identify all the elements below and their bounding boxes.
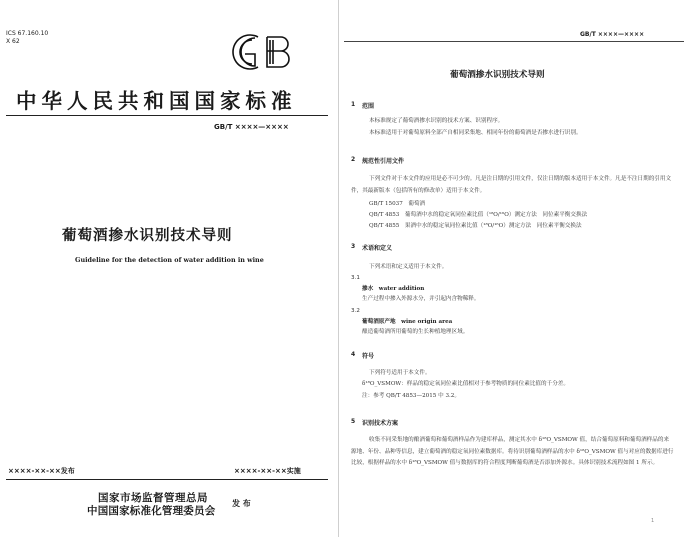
section-1-number: 1 (351, 101, 356, 108)
gb-logo (225, 30, 305, 74)
clause-3-1-number: 3.1 (351, 275, 360, 281)
cover-bottom-rule (6, 479, 328, 480)
cover-top-rule (6, 115, 328, 116)
term-3-1: 掺水 water addition (362, 286, 425, 292)
term-3-2: 葡萄酒原产地 wine origin area (362, 319, 453, 325)
normative-reference: QB/T 4855 果酒中水的稳定氧同位素比值（¹⁸O/¹⁶O）测定方法 同位素平衡交换法 (369, 223, 582, 229)
section-2-paragraph: 下列文件对于本文件的应用是必不可少的。凡是注日期的引用文件，仅注日期的版本适用于本文件。凡是不注日期的引用文件，其最新版本（包括所有的修改单）适用于本文件。 (351, 176, 672, 194)
section-2-number: 2 (351, 156, 356, 163)
section-5-paragraph: 收集不同采集地的酿酒葡萄和葡萄酒样品作为建库样品，测定其水中 δ¹⁸O_VSMOW 值，结合葡萄原料和葡萄酒样品的来源地、年份、品种等信息，建立葡萄酒的稳定氧同位素数据库。将待识别葡萄酒样品的水中 δ¹⁸O_VSMOW 值与对应的数据库进行比较，根据样品的水中 δ¹⁸O_VSMOW 值与数据库的符合程度判断葡萄酒是否添加外源水。具体识别技术流程如图 1 所示。 (351, 437, 674, 466)
page-header-rule (344, 41, 684, 42)
cover-title-en: Guideline for the detection of water addition in wine (75, 256, 264, 264)
issue-word: 发 布 (232, 498, 251, 508)
section-1-heading: 范围 (362, 103, 375, 110)
country-title: 中华人民共和国国家标准 (16, 89, 297, 113)
cover-standard-number: GB/T ××××—×××× (214, 123, 289, 131)
definition-3-2: 酿造葡萄酒所用葡萄的生长种植地理区域。 (362, 329, 469, 335)
definition-3-1: 生产过程中掺入外源水分，并引起内含物稀释。 (362, 296, 480, 302)
release-date: ××××-××-××发布 (8, 467, 75, 475)
page-title: 葡萄酒掺水识别技术导则 (450, 70, 545, 80)
symbol-note: 注：参考 QB/T 4853—2015 中 3.2。 (362, 393, 460, 399)
section-3-paragraph: 下列术语和定义适用于本文件。 (369, 264, 448, 270)
section-2-heading: 规范性引用文件 (362, 158, 405, 165)
ics-code: ICS 67.160.10 (6, 30, 49, 37)
section-5-number: 5 (351, 418, 356, 425)
issuer-line-2: 中国国家标准化管理委员会 (87, 505, 216, 517)
issuer-line-1: 国家市场监督管理总局 (98, 492, 208, 504)
section-5-heading: 识别技术方案 (362, 420, 399, 427)
section-4-paragraph: 下列符号适用于本文件。 (369, 370, 431, 376)
section-3-heading: 术语和定义 (362, 245, 393, 252)
section-3-number: 3 (351, 243, 356, 250)
section-1-paragraph: 本标准适用于对葡萄原料全部产自相同采集地、相同年份的葡萄酒是否掺水进行识别。 (369, 130, 582, 136)
symbol-definition: δ¹⁸O_VSMOW：样品的稳定氧同位素比值相对于参考物质的同位素比值的千分差。 (362, 381, 569, 387)
section-4-heading: 符号 (362, 353, 375, 360)
section-4-number: 4 (351, 351, 356, 358)
normative-reference: GB/T 15037 葡萄酒 (369, 201, 426, 207)
page-separator (338, 0, 339, 537)
implement-date: ××××-××-××实施 (234, 467, 301, 475)
page-header-number: GB/T ××××—×××× (580, 31, 645, 38)
page-number: 1 (651, 518, 655, 524)
ccs-code: X 62 (6, 38, 20, 45)
cover-title-cn: 葡萄酒掺水识别技术导则 (62, 227, 233, 244)
clause-3-2-number: 3.2 (351, 308, 360, 314)
normative-reference: QB/T 4853 葡萄酒中水的稳定氧同位素比值（¹⁸O/¹⁶O）测定方法 同位素平衡交换法 (369, 212, 588, 218)
section-1-paragraph: 本标准规定了葡萄酒掺水识别的技术方案、识别程序。 (369, 118, 504, 124)
